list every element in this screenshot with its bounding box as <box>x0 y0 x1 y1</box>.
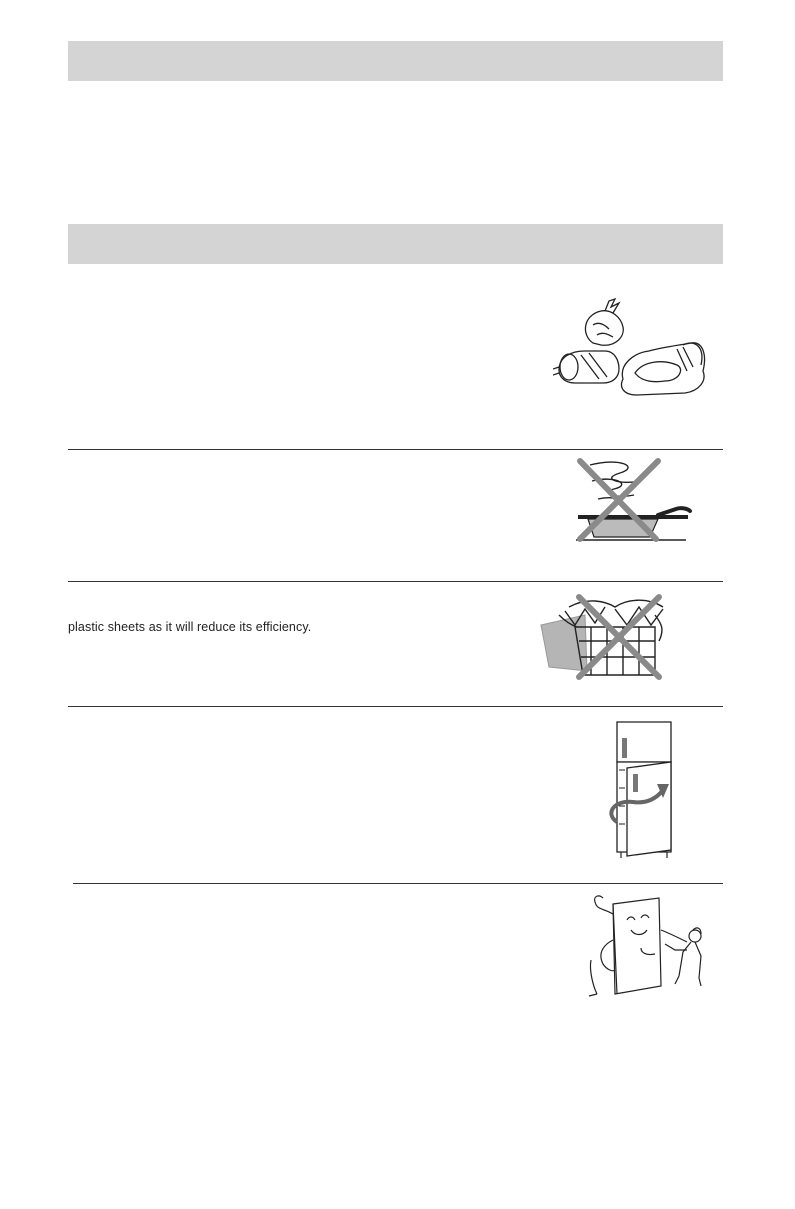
section-header-band <box>68 41 723 81</box>
divider <box>73 883 723 884</box>
fridge-character-icon <box>583 890 713 998</box>
wrapped-food-icon <box>553 295 713 400</box>
divider <box>68 581 723 582</box>
fridge-door-open-icon <box>605 718 685 860</box>
divider <box>68 449 723 450</box>
section-header-band <box>68 224 723 264</box>
no-hot-food-icon <box>570 455 695 547</box>
tip-text: plastic sheets as it will reduce its efficiency. <box>68 620 312 634</box>
no-covering-shelves-icon <box>535 585 690 685</box>
divider <box>68 706 723 707</box>
